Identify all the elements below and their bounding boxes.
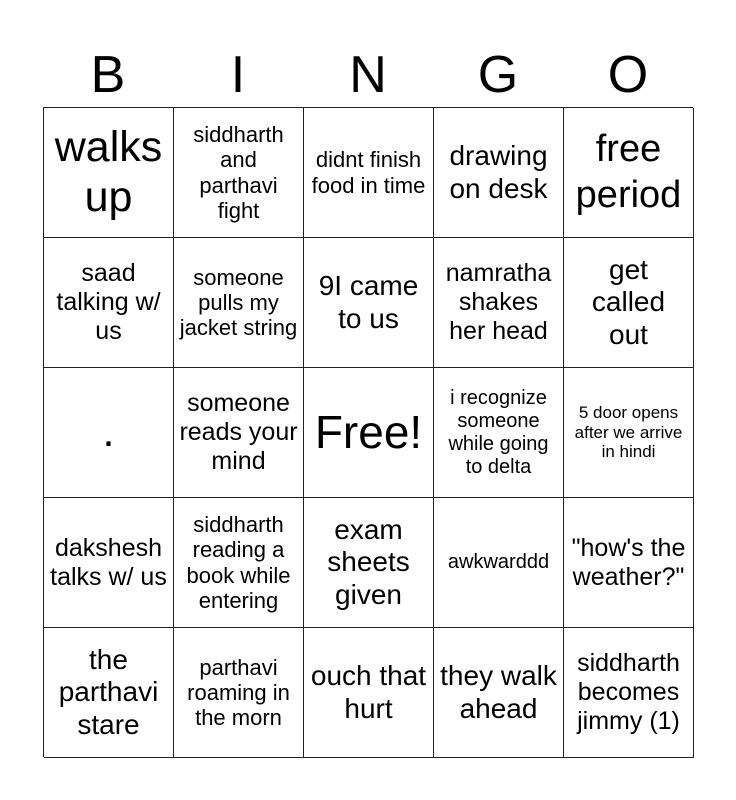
cell-text: exam sheets given xyxy=(327,514,410,610)
bingo-cell[interactable] xyxy=(304,498,434,628)
bingo-cell[interactable] xyxy=(174,498,304,628)
header-letter-g: G xyxy=(477,46,519,104)
bingo-cell[interactable] xyxy=(564,498,694,628)
bingo-header xyxy=(43,42,693,108)
header-letter-o: O xyxy=(607,46,649,104)
bingo-cell[interactable] xyxy=(174,108,304,238)
cell-text: 9I came to us xyxy=(318,270,419,334)
bingo-cell[interactable] xyxy=(434,628,564,758)
header-letter-n: N xyxy=(349,46,387,104)
bingo-board xyxy=(43,107,693,757)
bingo-cell[interactable] xyxy=(44,628,174,758)
bingo-cell[interactable] xyxy=(434,368,564,498)
cell-text: namratha shakes her head xyxy=(445,259,552,345)
cell-text: walks up xyxy=(54,123,163,221)
cell-text: . xyxy=(102,407,115,456)
bingo-cell[interactable] xyxy=(434,498,564,628)
cell-text: saad talking w/ us xyxy=(56,259,161,345)
bingo-cell[interactable] xyxy=(174,628,304,758)
cell-text: didnt finish food in time xyxy=(311,147,426,198)
cell-text: siddharth and parthavi fight xyxy=(193,121,284,223)
bingo-cell[interactable] xyxy=(304,238,434,368)
cell-text: they walk ahead xyxy=(440,660,557,724)
cell-text: drawing on desk xyxy=(449,140,548,204)
bingo-cell[interactable] xyxy=(44,368,174,498)
cell-text: ouch that hurt xyxy=(310,660,427,724)
cell-text: someone reads your mind xyxy=(179,389,298,475)
header-letter-i: I xyxy=(230,46,246,104)
bingo-cell[interactable] xyxy=(564,238,694,368)
bingo-cell[interactable] xyxy=(304,108,434,238)
cell-text: free period xyxy=(575,127,682,216)
free-space-label: Free! xyxy=(314,406,423,459)
cell-text: parthavi roaming in the morn xyxy=(187,654,290,731)
cell-text: the parthavi stare xyxy=(58,644,159,740)
bingo-cell[interactable] xyxy=(174,368,304,498)
cell-text: siddharth reading a book while entering xyxy=(186,511,291,613)
bingo-cell[interactable] xyxy=(434,108,564,238)
bingo-cell[interactable] xyxy=(564,628,694,758)
cell-text: i recognize someone while going to delta xyxy=(448,386,549,478)
bingo-cell[interactable] xyxy=(174,238,304,368)
cell-text: "how's the weather?" xyxy=(571,533,686,591)
free-space-cell[interactable] xyxy=(304,368,434,498)
cell-text: get called out xyxy=(591,254,666,350)
bingo-cell[interactable] xyxy=(434,238,564,368)
bingo-cell[interactable] xyxy=(564,108,694,238)
bingo-cell[interactable] xyxy=(304,628,434,758)
bingo-cell[interactable] xyxy=(564,368,694,498)
cell-text: 5 door opens after we arrive in hindi xyxy=(574,403,683,462)
cell-text: siddharth becomes jimmy (1) xyxy=(577,649,680,735)
cell-text: someone pulls my jacket string xyxy=(179,264,298,341)
cell-text: dakshesh talks w/ us xyxy=(50,533,167,591)
header-letter-b: B xyxy=(90,46,126,104)
cell-text: awkwarddd xyxy=(447,551,550,573)
bingo-cell[interactable] xyxy=(44,238,174,368)
bingo-cell[interactable] xyxy=(44,498,174,628)
bingo-cell[interactable] xyxy=(44,108,174,238)
